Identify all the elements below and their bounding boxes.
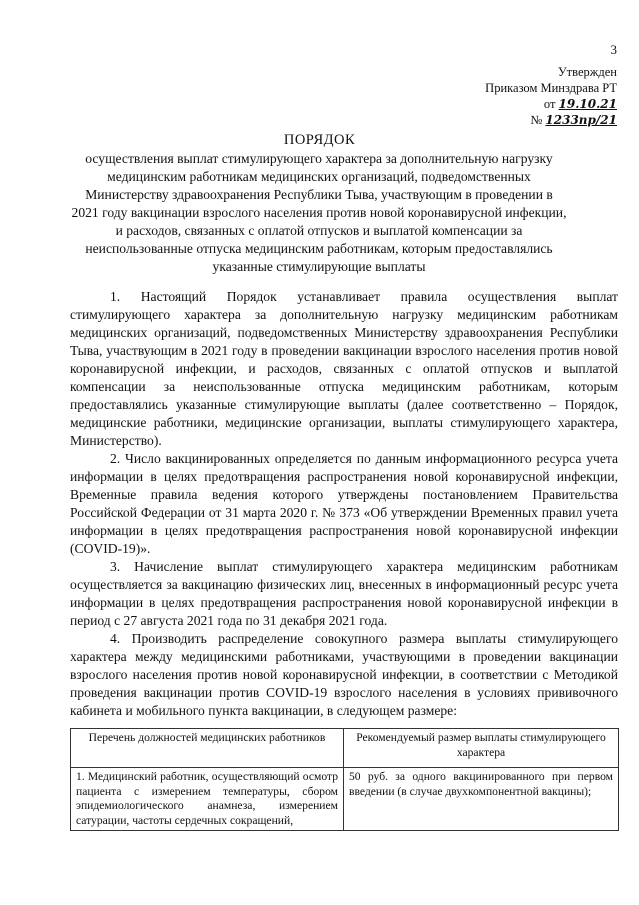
table-cell-amount: 50 руб. за одного вакцинированного при первом введении (в случае двухкомпонентной вакцины); [344, 768, 619, 831]
approval-number [427, 112, 617, 128]
table-header-positions: Перечень должностей медицинских работников [71, 729, 344, 768]
approval-date-value: 19.10.21 [558, 97, 617, 111]
paragraph-4: 4. Производить распределение совокупного размера выплаты стимулирующего характера между медицинскими работниками, участвующими в проведении вакцинации взрослого населения против новой коронавирусной инфекции, в соответствии с Методикой проведения вакцинации против COVID-19 взрослого населения в условиях прививочного кабинета и мобильного пункта вакцинации, в следующем размере: [70, 631, 618, 718]
approval-line-approved: Утвержден [557, 65, 617, 79]
table-header-amount: Рекомендуемый размер выплаты стимулирующего характера [344, 729, 619, 768]
paragraph-1: 1. Настоящий Порядок устанавливает правила осуществления выплат стимулирующего характера за дополнительную нагрузку медицинским работникам медицинских организаций, подведомственных Министерству здравоохранения Республики Тыва, участвующим в 2021 году в проведении вакцинации взрослого населения против новой коронавирусной инфекции, и расходов, связанных с оплатой отпусков и выплатой компенсации за неиспользованные отпуска медицинским работникам, которым предоставлялись указанные стимулирующие выплаты (далее соответственно – Порядок, медицинские работники, медицинские организации, выплаты стимулирующего характера, Министерство). [70, 289, 618, 448]
document-body [70, 288, 618, 720]
approval-number-value: 1233пр/21 [545, 113, 617, 127]
document-subtitle: осуществления выплат стимулирующего характера за дополнительную нагрузку медицинским работникам медицинских организаций, подведомственных Министерству здравоохранения Республики Тыва, участвующим в проведении в 2021 году вакцинации взрослого населения против новой коронавирусной инфекции, и расходов, связанных с оплатой отпусков и выплатой компенсации за неиспользованные отпуска медицинским работникам, которым предоставлялись указанные стимулирующие выплаты [71, 151, 567, 274]
table-cell-position: 1. Медицинский работник, осуществляющий осмотр пациента с измерением температуры, сбором эпидемиологического анамнеза, измерением сатурации, частоты сердечных сокращений, [71, 768, 344, 831]
paragraph-2: 2. Число вакцинированных определяется по данным информационного ресурса учета информации в целях предотвращения распространения новой коронавирусной инфекции, Временные правила ведения которого утверждены постановлением Правительства Российской Федерации от 31 марта 2020 г. № 373 «Об утверждении Временных правил учета информации в целях предотвращения распространения новой коронавирусной инфекции (COVID-19)». [70, 451, 618, 556]
document-title: ПОРЯДОК [283, 132, 356, 148]
approval-block [427, 64, 617, 128]
approval-date-label: от [543, 97, 556, 111]
approval-date [427, 96, 617, 112]
payment-table [70, 728, 619, 831]
table-header-row [71, 729, 619, 768]
page-number: 3 [610, 42, 617, 57]
table-row [71, 768, 619, 831]
page-bottom-margin [60, 862, 630, 905]
paragraph-3: 3. Начисление выплат стимулирующего характера медицинским работникам осуществляется за вакцинацию физических лиц, внесенных в информационный ресурс учета информации в целях предотвращения распространения новой коронавирусной инфекции в период с 27 августа 2021 года по 31 декабря 2021 года. [70, 559, 618, 628]
approval-number-label: № [530, 113, 543, 127]
approval-line-order: Приказом Минздрава РТ [485, 81, 617, 95]
